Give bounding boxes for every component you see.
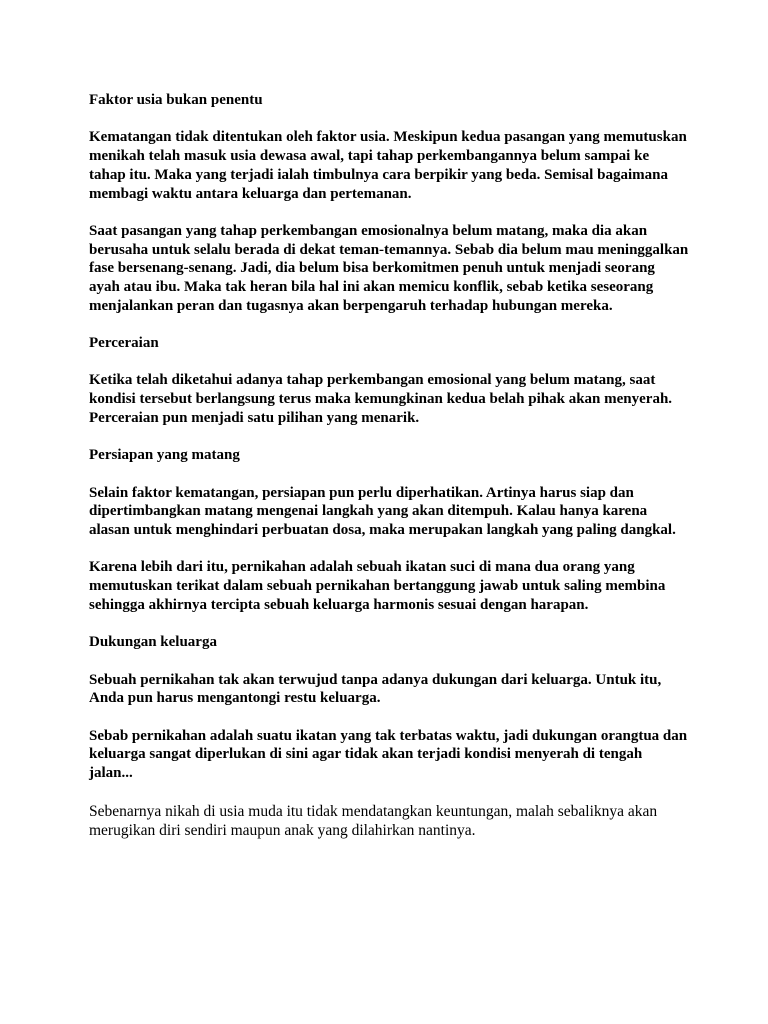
paragraph-kesimpulan: Sebenarnya nikah di usia muda itu tidak mendatangkan keuntungan, malah sebaliknya akan merugikan diri sendiri maupun anak yang dilahirkan nantinya.: [89, 802, 658, 839]
paragraph-kematangan: Kematangan tidak ditentukan oleh faktor usia. Meskipun kedua pasangan yang memutuskan menikah telah masuk usia dewasa awal, tapi tahap perkembangannya belum sampai ke tahap itu. Maka yang terjadi ialah timbulnya cara berpikir yang beda. Semisal bagaimana membagi waktu antara keluarga dan pertemanan.: [89, 129, 687, 202]
section-heading-dukungan: Dukungan keluarga: [89, 634, 217, 651]
section-heading-persiapan: Persiapan yang matang: [89, 447, 240, 464]
section-heading-faktor-usia: Faktor usia bukan penentu: [89, 92, 263, 108]
paragraph-dukungan: Sebuah pernikahan tak akan terwujud tanpa adanya dukungan dari keluarga. Untuk itu, Anda pun harus mengantongi restu keluarga.: [89, 671, 662, 707]
paragraph-perceraian: Ketika telah diketahui adanya tahap perkembangan emosional yang belum matang, saat kondisi tersebut berlangsung terus maka kemungkinan kedua belah pihak akan menyerah. Perceraian pun menjadi satu pilihan yang menarik.: [89, 372, 673, 426]
paragraph-pasangan-emosional: Saat pasangan yang tahap perkembangan emosionalnya belum matang, maka dia akan berusaha untuk selalu berada di dekat teman-temannya. Sebab dia belum mau meninggalkan fase bersenang-senang. Jadi, dia belum bisa berkomitmen penuh untuk menjadi seorang ayah atau ibu. Maka tak heran bila hal ini akan memicu konflik, sebab ketika seseorang menjalankan peran dan tugasnya akan berpengaruh terhadap hubungan mereka.: [89, 222, 689, 314]
section-heading-perceraian: Perceraian: [89, 335, 159, 352]
paragraph-persiapan: Selain faktor kematangan, persiapan pun perlu diperhatikan. Artinya harus siap dan dipertimbangkan matang mengenai langkah yang akan ditempuh. Kalau hanya karena alasan untuk menghindari perbuatan dosa, maka merupakan langkah yang paling dangkal.: [89, 484, 676, 539]
paragraph-ikatan-waktu: Sebab pernikahan adalah suatu ikatan yang tak terbatas waktu, jadi dukungan orangtua dan keluarga sangat diperlukan di sini agar tidak akan terjadi kondisi menyerah di tengah jalan...: [89, 727, 688, 782]
document-page: [89, 91, 689, 858]
paragraph-ikatan-suci: Karena lebih dari itu, pernikahan adalah sebuah ikatan suci di mana dua orang yang memutuskan terikat dalam sebuah pernikahan bertanggung jawab untuk saling membina sehingga akhirnya tercipta sebuah keluarga harmonis sesuai dengan harapan.: [89, 559, 666, 613]
